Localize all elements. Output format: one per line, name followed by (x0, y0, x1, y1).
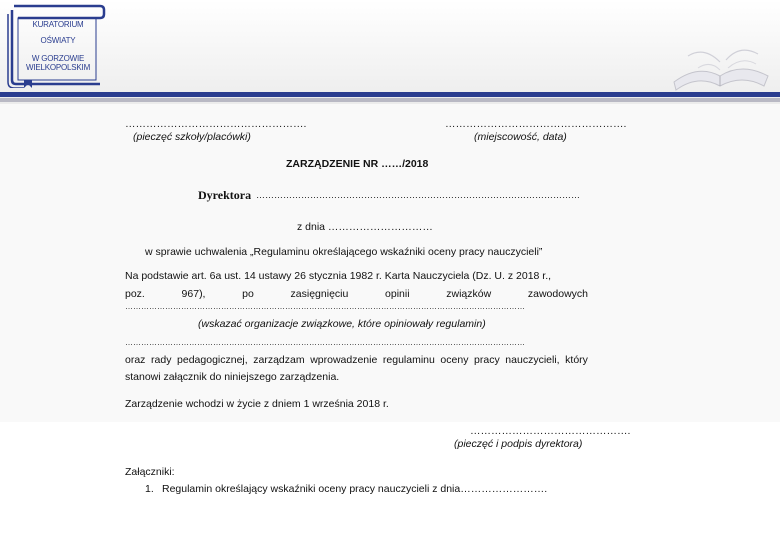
logo-line-2: OŚWIATY (40, 36, 76, 45)
attachment-number: 1. (145, 483, 154, 495)
basis-word: 967), (181, 288, 206, 300)
basis-dots-2: …………………………………………………………………………………………………………………………………… (125, 338, 525, 347)
council-word: nauczycieli, (505, 354, 560, 366)
council-word: regulaminu (382, 354, 435, 366)
document-title: ZARZĄDZENIE NR ……/2018 (286, 158, 429, 170)
council-word: pracy (474, 354, 500, 366)
logo-line-3: W GORZOWIE (31, 54, 85, 63)
council-word: który (565, 354, 588, 366)
union-note: (wskazać organizacje związkowe, które opiniowały regulamin) (198, 318, 486, 330)
subject-line: w sprawie uchwalenia „Regulaminu określającego wskaźniki oceny pracy nauczycieli” (145, 246, 543, 258)
director-dots: ……………………………………………………………………………………………… (256, 190, 580, 200)
school-stamp-label: (pieczęć szkoły/placówki) (133, 131, 251, 143)
logo-line-1: KURATORIUM (32, 20, 84, 29)
basis-line-2 (125, 288, 588, 300)
council-word: rady (151, 354, 172, 366)
effective-date: Zarządzenie wchodzi w życie z dniem 1 września 2018 r. (125, 398, 389, 410)
basis-word: zawodowych (527, 288, 588, 300)
place-date-dots: ……………………………………………. (445, 118, 627, 130)
date-line: z dnia ………………………… (297, 221, 433, 233)
basis-line-1: Na podstawie art. 6a ust. 14 ustawy 26 stycznia 1982 r. Karta Nauczyciela (Dz. U. z 2018 r., (125, 270, 552, 282)
basis-word: opinii (385, 288, 410, 300)
basis-word: poz. (125, 288, 145, 300)
council-word: pedagogicznej, (177, 354, 248, 366)
place-date-label: (miejscowość, data) (474, 131, 567, 143)
council-word: wprowadzenie (310, 354, 378, 366)
attachments-label: Załączniki: (125, 466, 175, 478)
basis-word: po (242, 288, 254, 300)
director-label: Dyrektora (198, 188, 252, 202)
basis-word: związków (446, 288, 492, 300)
basis-dots-1: …………………………………………………………………………………………………………………………………… (125, 302, 525, 311)
council-word: zarządzam (253, 354, 305, 366)
council-word: oraz (125, 354, 146, 366)
basis-word: zasięgnięciu (290, 288, 349, 300)
school-stamp-dots: ……………………………………………. (125, 118, 307, 130)
council-word: oceny (440, 354, 469, 366)
attachment-item: Regulamin określający wskaźniki oceny pracy nauczycieli z dnia……………………. (162, 483, 548, 495)
signature-dots: ………………………………………. (470, 425, 631, 437)
logo-line-4: WIELKOPOLSKIM (25, 63, 91, 72)
council-line-2: stanowi załącznik do niniejszego zarządzenia. (125, 371, 340, 383)
signature-label: (pieczęć i podpis dyrektora) (454, 438, 583, 450)
council-line-1 (125, 354, 588, 366)
